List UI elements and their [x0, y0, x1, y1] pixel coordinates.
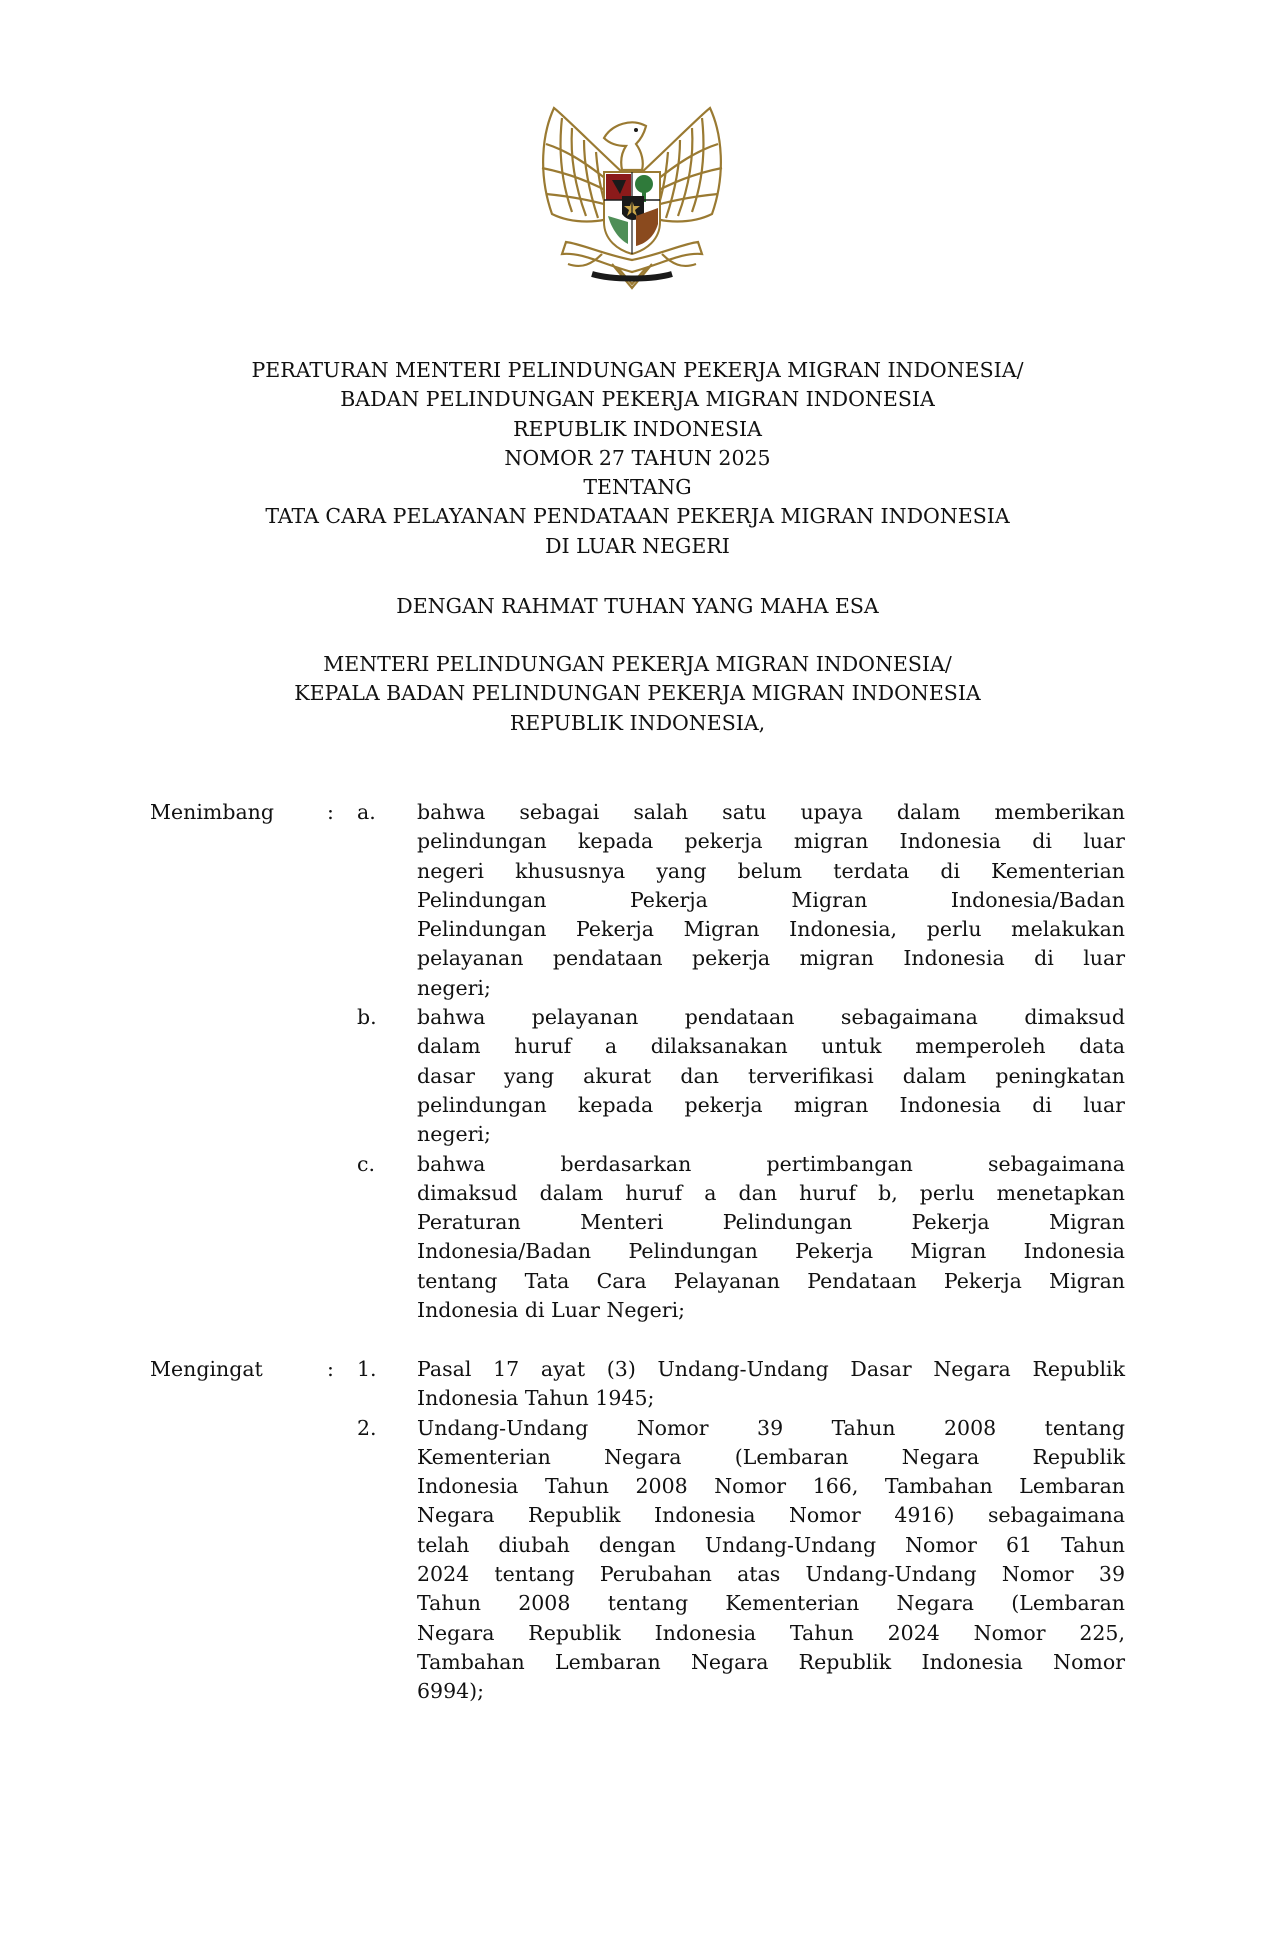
list-item [0, 1003, 1275, 1149]
item-marker: 1. [357, 1357, 377, 1381]
text-line: 2024 tentang Perubahan atas Undang-Undang Nomor 39 [417, 1562, 1125, 1587]
item-text [417, 1355, 1125, 1414]
title-line: TATA CARA PELAYANAN PENDATAAN PEKERJA MIGRAN INDONESIA [265, 504, 1010, 529]
item-text [417, 1414, 1125, 1707]
menimbang-section [0, 798, 1275, 1325]
issuer-line: REPUBLIK INDONESIA, [509, 710, 766, 735]
invocation: DENGAN RAHMAT TUHAN YANG MAHA ESA [396, 594, 879, 618]
regulation-title [0, 356, 1275, 561]
text-line: Pasal 17 ayat (3) Undang-Undang Dasar Negara Republik [417, 1357, 1125, 1381]
text-line: bahwa sebagai salah satu upaya dalam memberikan [417, 800, 1125, 824]
title-line: PERATURAN MENTERI PELINDUNGAN PEKERJA MIGRAN INDONESIA/ [251, 358, 1024, 382]
text-line: pelindungan kepada pekerja migran Indonesia di luar [417, 829, 1125, 854]
item-text [417, 1150, 1125, 1326]
text-line: Pelindungan Pekerja Migran Indonesia, perlu melakukan [417, 917, 1125, 942]
text-line: pelindungan kepada pekerja migran Indonesia di luar [417, 1092, 1125, 1117]
text-line: Tahun 2008 tentang Kementerian Negara (Lembaran [417, 1591, 1125, 1616]
item-marker: b. [357, 1005, 377, 1030]
item-text [417, 798, 1125, 1003]
list-item [0, 1414, 1275, 1707]
text-line: negeri; [417, 1122, 491, 1147]
text-line: dalam huruf a dilaksanakan untuk memperoleh data [417, 1034, 1125, 1059]
garuda-emblem-icon [532, 104, 732, 296]
text-line: Undang-Undang Nomor 39 Tahun 2008 tentang [417, 1415, 1125, 1440]
issuer-line: MENTERI PELINDUNGAN PEKERJA MIGRAN INDONESIA/ [323, 652, 952, 676]
text-line: bahwa pelayanan pendataan sebagaimana dimaksud [417, 1005, 1125, 1030]
item-marker: c. [357, 1151, 375, 1176]
title-line: BADAN PELINDUNGAN PEKERJA MIGRAN INDONESIA [340, 387, 935, 412]
title-line: REPUBLIK INDONESIA [513, 416, 762, 441]
item-marker: 2. [357, 1415, 377, 1440]
text-line: negeri; [417, 975, 491, 1000]
text-line: Negara Republik Indonesia Nomor 4916) sebagaimana [417, 1503, 1125, 1528]
item-marker: a. [357, 800, 376, 824]
issuer-line: KEPALA BADAN PELINDUNGAN PEKERJA MIGRAN INDONESIA [294, 681, 981, 706]
text-line: Kementerian Negara (Lembaran Negara Republik [417, 1444, 1125, 1469]
text-line: Negara Republik Indonesia Tahun 2024 Nomor 225, [417, 1620, 1125, 1645]
text-line: Indonesia Tahun 1945; [417, 1386, 655, 1411]
text-line: Tambahan Lembaran Negara Republik Indonesia Nomor [417, 1649, 1125, 1674]
title-line: DI LUAR NEGERI [545, 533, 730, 558]
issuer [0, 650, 1275, 738]
text-line: telah diubah dengan Undang-Undang Nomor 61 Tahun [417, 1532, 1125, 1557]
title-line: TENTANG [583, 475, 692, 500]
text-line: negeri khususnya yang belum terdata di Kementerian [417, 858, 1125, 883]
mengingat-section [0, 1355, 1275, 1707]
text-line: Indonesia/Badan Pelindungan Pekerja Migran Indonesia [417, 1239, 1125, 1264]
section-label: Mengingat [150, 1357, 263, 1381]
section-colon: : [327, 800, 334, 824]
text-line: pelayanan pendataan pekerja migran Indonesia di luar [417, 946, 1125, 971]
list-item [0, 798, 1275, 1003]
text-line: Indonesia Tahun 2008 Nomor 166, Tambahan Lembaran [417, 1474, 1125, 1499]
list-item [0, 1355, 1275, 1414]
list-item [0, 1150, 1275, 1326]
section-colon: : [327, 1357, 334, 1381]
text-line: dasar yang akurat dan terverifikasi dalam peningkatan [417, 1063, 1125, 1088]
title-line: NOMOR 27 TAHUN 2025 [504, 445, 771, 470]
text-line: Peraturan Menteri Pelindungan Pekerja Migran [417, 1210, 1125, 1235]
text-line: Indonesia di Luar Negeri; [417, 1298, 686, 1323]
section-label: Menimbang [150, 800, 274, 824]
text-line: tentang Tata Cara Pelayanan Pendataan Pekerja Migran [417, 1268, 1125, 1293]
item-text [417, 1003, 1125, 1149]
text-line: 6994); [417, 1679, 485, 1704]
text-line: bahwa berdasarkan pertimbangan sebagaimana [417, 1151, 1125, 1176]
text-line: dimaksud dalam huruf a dan huruf b, perlu menetapkan [417, 1180, 1125, 1205]
text-line: Pelindungan Pekerja Migran Indonesia/Badan [417, 887, 1125, 912]
